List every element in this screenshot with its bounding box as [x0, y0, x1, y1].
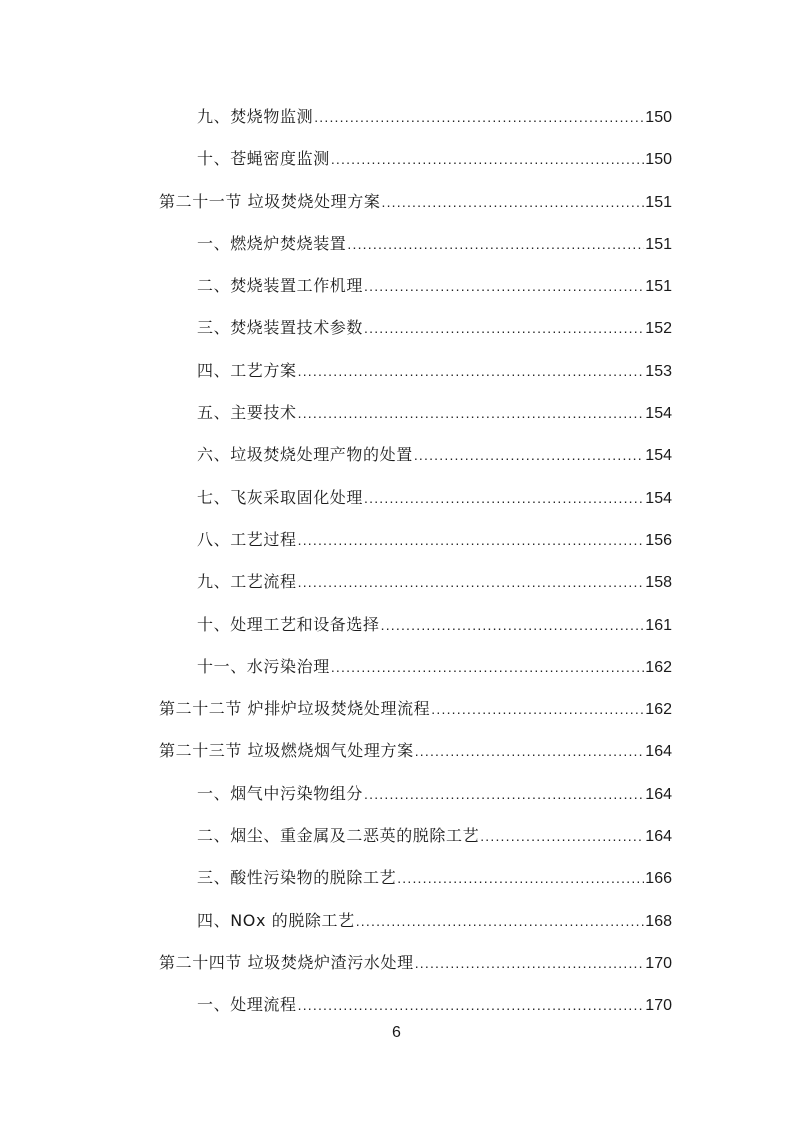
- toc-entry[interactable]: [159, 781, 672, 823]
- toc-entry-page: 150: [645, 151, 672, 169]
- dot-leader: [298, 527, 645, 553]
- dot-leader: [314, 104, 644, 130]
- toc-entry[interactable]: [159, 273, 672, 315]
- table-of-contents: [159, 104, 672, 1035]
- toc-entry-page: 151: [645, 278, 672, 296]
- toc-section-entry[interactable]: [159, 189, 672, 231]
- toc-entry-page: 162: [645, 658, 672, 676]
- dot-leader: [364, 315, 644, 341]
- toc-entry-page: 164: [645, 785, 672, 803]
- dot-leader: [298, 358, 645, 384]
- toc-entry-label: 六、垃圾焚烧处理产物的处置: [197, 445, 413, 465]
- toc-entry[interactable]: [159, 146, 672, 188]
- dot-leader: [414, 442, 644, 468]
- toc-entry-label: 九、焚烧物监测: [197, 107, 314, 126]
- toc-entry-page: 154: [645, 447, 672, 465]
- toc-entry-page: 164: [645, 828, 672, 846]
- toc-entry[interactable]: [159, 231, 672, 273]
- toc-entry[interactable]: [159, 569, 672, 611]
- toc-entry-label: 四、工艺方案: [197, 360, 297, 380]
- toc-entry[interactable]: [159, 400, 672, 442]
- toc-entry[interactable]: [159, 527, 672, 569]
- toc-entry[interactable]: [159, 865, 672, 907]
- toc-entry[interactable]: [159, 104, 672, 146]
- toc-entry-label: 四、NOx 的脱除工艺: [197, 910, 355, 930]
- dot-leader: [397, 865, 644, 891]
- toc-entry[interactable]: [159, 823, 672, 865]
- toc-entry-label: 九、工艺流程: [197, 572, 297, 592]
- dot-leader: [364, 781, 644, 807]
- toc-entry-page: 150: [645, 109, 672, 126]
- toc-entry-label: 五、主要技术: [197, 403, 297, 423]
- toc-entry-label: 八、工艺过程: [197, 529, 297, 549]
- toc-entry-label: 十、苍蝇密度监测: [197, 149, 330, 169]
- toc-entry-label: 十一、水污染治理: [197, 656, 330, 676]
- toc-entry-page: 153: [645, 362, 672, 380]
- toc-entry[interactable]: [159, 358, 672, 400]
- toc-entry-page: 162: [645, 701, 672, 719]
- dot-leader: [331, 146, 644, 172]
- toc-entry-label: 二、焚烧装置工作机理: [197, 276, 364, 296]
- toc-entry-label: 一、烟气中污染物组分: [197, 783, 364, 803]
- toc-entry-label: 第二十一节 垃圾焚烧处理方案: [159, 191, 381, 211]
- toc-entry-label: 第二十四节 垃圾焚烧炉渣污水处理: [159, 952, 414, 972]
- toc-entry-label: 二、烟尘、重金属及二恶英的脱除工艺: [197, 826, 480, 846]
- toc-entry-page: 170: [645, 997, 672, 1015]
- toc-entry-page: 154: [645, 405, 672, 423]
- dot-leader: [381, 612, 645, 638]
- toc-entry-label: 一、燃烧炉焚烧装置: [197, 233, 347, 253]
- toc-entry[interactable]: [159, 442, 672, 484]
- dot-leader: [480, 823, 644, 849]
- toc-entry-page: 164: [645, 743, 672, 761]
- dot-leader: [415, 950, 645, 976]
- toc-entry[interactable]: [159, 315, 672, 357]
- dot-leader: [431, 696, 644, 722]
- toc-entry-page: 158: [645, 574, 672, 592]
- dot-leader: [298, 569, 645, 595]
- toc-entry-label: 七、飞灰采取固化处理: [197, 487, 364, 507]
- toc-entry-page: 151: [645, 193, 672, 211]
- dot-leader: [364, 273, 644, 299]
- toc-section-entry[interactable]: [159, 950, 672, 992]
- toc-entry-page: 168: [645, 912, 672, 930]
- toc-section-entry[interactable]: [159, 738, 672, 780]
- toc-entry[interactable]: [159, 612, 672, 654]
- dot-leader: [347, 231, 644, 257]
- dot-leader: [331, 654, 644, 680]
- toc-entry-label: 三、酸性污染物的脱除工艺: [197, 868, 397, 888]
- page-number: 6: [392, 1024, 401, 1041]
- dot-leader: [298, 400, 645, 426]
- toc-entry[interactable]: [159, 485, 672, 527]
- dot-leader: [364, 485, 644, 511]
- toc-entry[interactable]: [159, 654, 672, 696]
- dot-leader: [356, 908, 645, 934]
- toc-entry-label: 第二十二节 炉排炉垃圾焚烧处理流程: [159, 699, 431, 719]
- toc-entry-page: 156: [645, 531, 672, 549]
- toc-entry[interactable]: [159, 908, 672, 950]
- toc-entry-label: 第二十三节 垃圾燃烧烟气处理方案: [159, 741, 414, 761]
- toc-entry-page: 170: [645, 954, 672, 972]
- dot-leader: [298, 992, 645, 1018]
- toc-section-entry[interactable]: [159, 696, 672, 738]
- toc-entry-page: 166: [645, 870, 672, 888]
- toc-entry-page: 161: [645, 616, 672, 634]
- toc-entry-label: 一、处理流程: [197, 995, 297, 1015]
- toc-entry-label: 十、处理工艺和设备选择: [197, 614, 380, 634]
- toc-entry-label: 三、焚烧装置技术参数: [197, 318, 364, 338]
- dot-leader: [415, 738, 645, 764]
- toc-entry-page: 154: [645, 489, 672, 507]
- toc-entry-page: 151: [645, 235, 672, 253]
- toc-entry-page: 152: [645, 320, 672, 338]
- dot-leader: [382, 189, 645, 215]
